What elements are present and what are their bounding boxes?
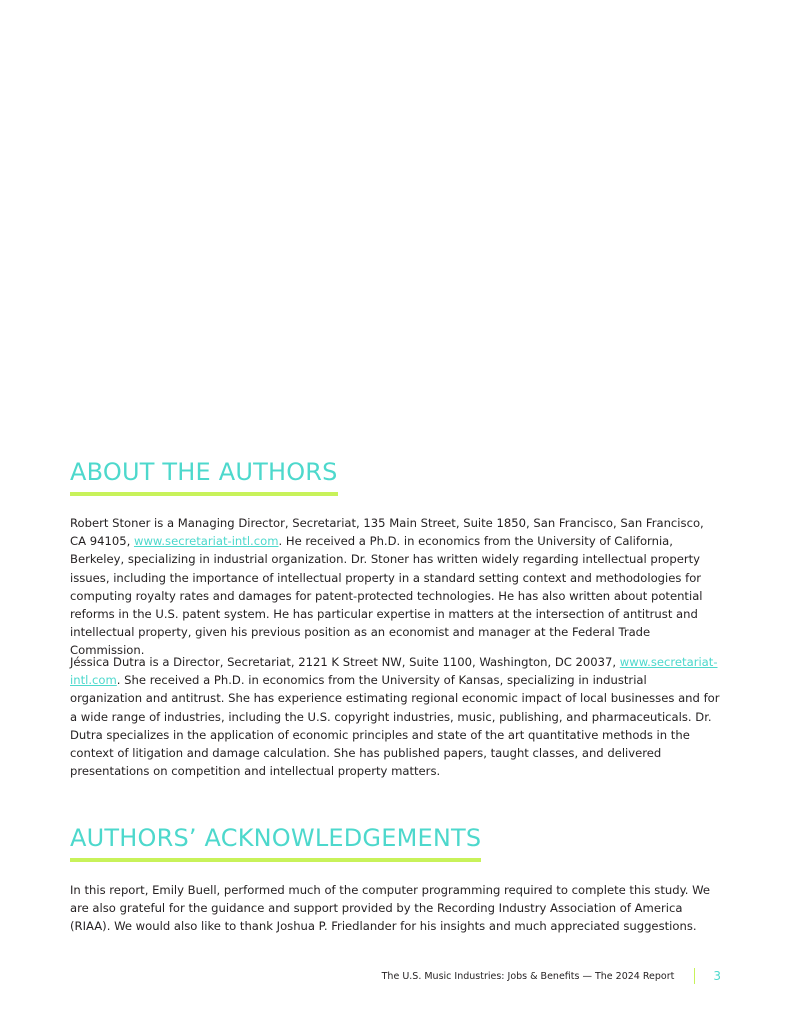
page-number: 3	[713, 969, 721, 983]
about-authors-heading: ABOUT THE AUTHORS	[70, 458, 338, 496]
stoner-website-link[interactable]: www.secretariat-intl.com	[133, 534, 279, 549]
acknowledgements-heading: AUTHORS’ ACKNOWLEDGEMENTS	[70, 824, 481, 862]
stoner-bio-paragraph	[70, 514, 722, 660]
footer-divider	[694, 968, 695, 984]
acknowledgements-paragraph: In this report, Emily Buell, performed much of the computer programming required to complete this study. We are also grateful for the guidance and support provided by the Recording Industry Association of America (RIAA). We would also like to thank Joshua P. Friedlander for his insights and much appreciated suggestions.	[70, 883, 711, 934]
dutra-bio-paragraph	[70, 653, 722, 780]
stoner-bio-text-start: Robert Stoner is a Managing Director, Secretariat, 135 Main Street, Suite 1850, San Francisco, San Francisco, CA 94105,	[70, 516, 704, 549]
page-footer	[382, 968, 721, 984]
dutra-bio-text-start: Jéssica Dutra is a Director, Secretariat, 2121 K Street NW, Suite 1100, Washington, DC 20037,	[70, 655, 620, 669]
stoner-bio-text-end: . He received a Ph.D. in economics from the University of California, Berkeley, specializing in industrial organization. Dr. Stoner has written widely regarding intellectual property issues, including the importance of intellectual property in a standard setting context and methodologies for computing royalty rates and damages for patent-protected technologies. He has also written about potential reforms in the U.S. patent system. He has particular expertise in matters at the intersection of antitrust and intellectual property, given his previous position as an economist and manager at the Federal Trade Commission.	[70, 534, 703, 658]
footer-report-title: The U.S. Music Industries: Jobs & Benefits — The 2024 Report	[381, 970, 675, 982]
dutra-website-link[interactable]: www.secretariat-intl.com	[70, 655, 718, 688]
dutra-bio-text-end: . She received a Ph.D. in economics from the University of Kansas, specializing in industrial organization and antitrust. She has experience estimating regional economic impact of local businesses and for a wide range of industries, including the U.S. copyright industries, music, publishing, and pharmaceuticals. Dr. Dutra specializes in the application of economic principles and state of the art quantitative methods in the context of litigation and damage calculation. She has published papers, taught classes, and delivered presentations on competition and intellectual property matters.	[70, 673, 720, 779]
